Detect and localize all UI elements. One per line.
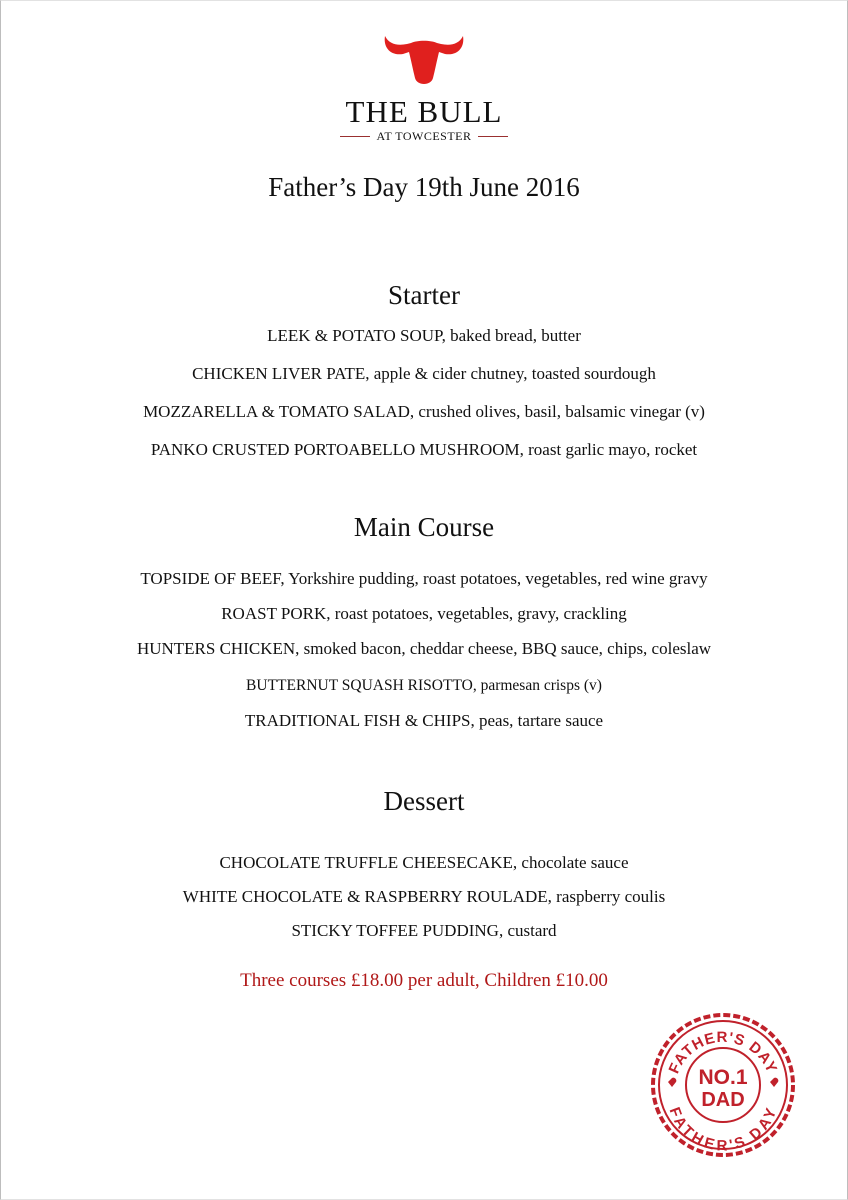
- brand-name: THE BULL: [345, 94, 503, 129]
- menu-item: ROAST PORK, roast potatoes, vegetables, gravy, crackling: [221, 604, 627, 623]
- heart-icon: [668, 1078, 676, 1087]
- stamp-line2: DAD: [701, 1089, 745, 1111]
- divider: [340, 136, 370, 137]
- menu-item: CHICKEN LIVER PATE, apple & cider chutney, toasted sourdough: [192, 364, 656, 383]
- divider: [478, 136, 508, 137]
- menu-item: CHOCOLATE TRUFFLE CHEESECAKE, chocolate sauce: [219, 853, 629, 872]
- stamp-line1: NO.1: [698, 1066, 748, 1089]
- menu-item: TOPSIDE OF BEEF, Yorkshire pudding, roast potatoes, vegetables, red wine gravy: [140, 569, 708, 588]
- section-heading-dessert: Dessert: [383, 786, 465, 816]
- price-text: Three courses £18.00 per adult, Children £10.00: [240, 970, 608, 991]
- heart-icon: [770, 1078, 778, 1087]
- menu-item: BUTTERNUT SQUASH RISOTTO, parmesan crisps (v): [246, 677, 602, 694]
- fathers-day-stamp: [648, 1010, 798, 1160]
- brand-location-text: AT TOWCESTER: [376, 129, 472, 143]
- menu-item: PANKO CRUSTED PORTOABELLO MUSHROOM, roast garlic mayo, rocket: [150, 440, 698, 459]
- menu-item: HUNTERS CHICKEN, smoked bacon, cheddar cheese, BBQ sauce, chips, coleslaw: [136, 639, 712, 658]
- section-heading-starter: Starter: [388, 280, 460, 310]
- restaurant-logo: [0, 30, 848, 144]
- menu-item: WHITE CHOCOLATE & RASPBERRY ROULADE, raspberry coulis: [182, 887, 666, 906]
- menu-item: TRADITIONAL FISH & CHIPS, peas, tartare sauce: [244, 711, 604, 730]
- bull-head-icon: [379, 30, 469, 92]
- event-title: Father’s Day 19th June 2016: [268, 172, 580, 202]
- menu-item: STICKY TOFFEE PUDDING, custard: [291, 921, 557, 940]
- brand-location: [0, 129, 848, 144]
- stamp-top-text: FATHER'S DAY: [665, 1028, 781, 1077]
- menu-item: LEEK & POTATO SOUP, baked bread, butter: [267, 326, 581, 345]
- section-heading-main-course: Main Course: [353, 512, 495, 542]
- stamp-bottom-text: FATHER'S DAY: [665, 1105, 781, 1155]
- menu-item: MOZZARELLA & TOMATO SALAD, crushed olives, basil, balsamic vinegar (v): [143, 402, 705, 421]
